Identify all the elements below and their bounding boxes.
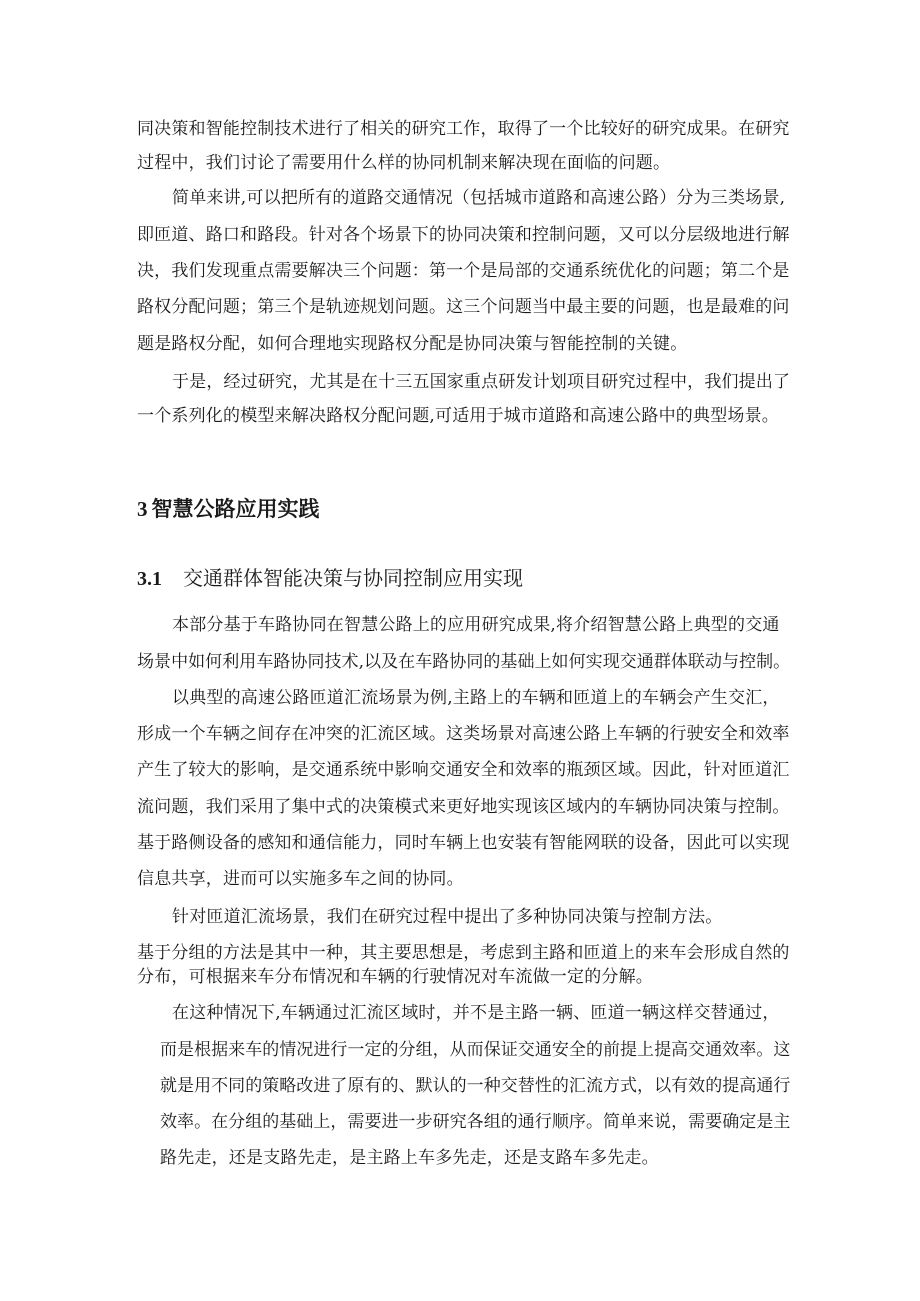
text-line: 以典型的高速公路匝道汇流场景为例,主路上的车辆和匝道上的车辆会产生交汇， (172, 688, 780, 708)
text-line: 基于分组的方法是其中一种，其主要思想是，考虑到主路和匝道上的来车会形成自然的 (137, 943, 790, 963)
text-line: 同决策和智能控制技术进行了相关的研究工作，取得了一个比较好的研究成果。在研究 (137, 119, 790, 139)
text-line: 路权分配问题；第三个是轨迹规划问题。这三个问题当中最主要的问题，也是最难的问 (137, 297, 790, 317)
text-line: 路先走，还是支路先走，是主路上车多先走，还是支路车多先走。 (160, 1148, 659, 1168)
text-line: 产生了较大的影响，是交通系统中影响交通安全和效率的瓶颈区域。因此，针对匝道汇 (137, 760, 790, 780)
text-line: 一个系列化的模型来解决路权分配问题,可适用于城市道路和高速公路中的典型场景。 (137, 406, 780, 426)
text-line: 效率。在分组的基础上，需要进一步研究各组的通行顺序。简单来说，需要确定是主 (160, 1112, 791, 1132)
text-line: 就是用不同的策略改进了原有的、默认的一种交替性的汇流方式，以有效的提高通行 (160, 1076, 791, 1096)
section-heading (137, 496, 320, 522)
subsection-title: 交通群体智能决策与协同控制应用实现 (183, 566, 523, 590)
section-number: 3 (137, 497, 148, 521)
text-line: 信息共享，进而可以实施多车之间的协同。 (137, 869, 464, 889)
text-line: 分布，可根据来车分布情况和车辆的行驶情况对车流做一定的分解。 (137, 967, 653, 987)
text-line: 决，我们发现重点需要解决三个问题：第一个是局部的交通系统优化的问题；第二个是 (137, 261, 790, 281)
text-line: 场景中如何利用车路协同技术,以及在车路协同的基础上如何实现交通群体联动与控制。 (137, 652, 791, 672)
text-line: 于是，经过研究，尤其是在十三五国家重点研发计划项目研究过程中，我们提出了 (172, 372, 791, 392)
text-line: 在这种情况下,车辆通过汇流区域时，并不是主路一辆、匝道一辆这样交替通过， (172, 1003, 780, 1023)
text-line: 本部分基于车路协同在智慧公路上的应用研究成果,将介绍智慧公路上典型的交通 (172, 615, 780, 635)
text-line: 过程中，我们讨论了需要用什么样的协同机制来解决现在面临的问题。 (137, 153, 671, 173)
text-line: 而是根据来车的情况进行一定的分组，从而保证交通安全的前提上提高交通效率。这 (160, 1040, 791, 1060)
text-line: 题是路权分配，如何合理地实现路权分配是协同决策与智能控制的关键。 (137, 334, 688, 354)
text-line: 形成一个车辆之间存在冲突的汇流区域。这类场景对高速公路上车辆的行驶安全和效率 (137, 724, 790, 744)
text-line: 简单来讲,可以把所有的道路交通情况（包括城市道路和高速公路）分为三类场景, (172, 188, 786, 208)
subsection-number: 3.1 (137, 568, 162, 590)
text-line: 针对匝道汇流场景，我们在研究过程中提出了多种协同决策与控制方法。 (172, 907, 723, 927)
section-title: 智慧公路应用实践 (151, 497, 320, 521)
subsection-heading (137, 565, 523, 592)
text-line: 即匝道、路口和路段。针对各个场景下的协同决策和控制问题，又可以分层级地进行解 (137, 225, 790, 245)
text-line: 基于路侧设备的感知和通信能力，同时车辆上也安装有智能网联的设备，因此可以实现 (137, 833, 790, 853)
text-line: 流问题，我们采用了集中式的决策模式来更好地实现该区域内的车辆协同决策与控制。 (137, 797, 790, 817)
